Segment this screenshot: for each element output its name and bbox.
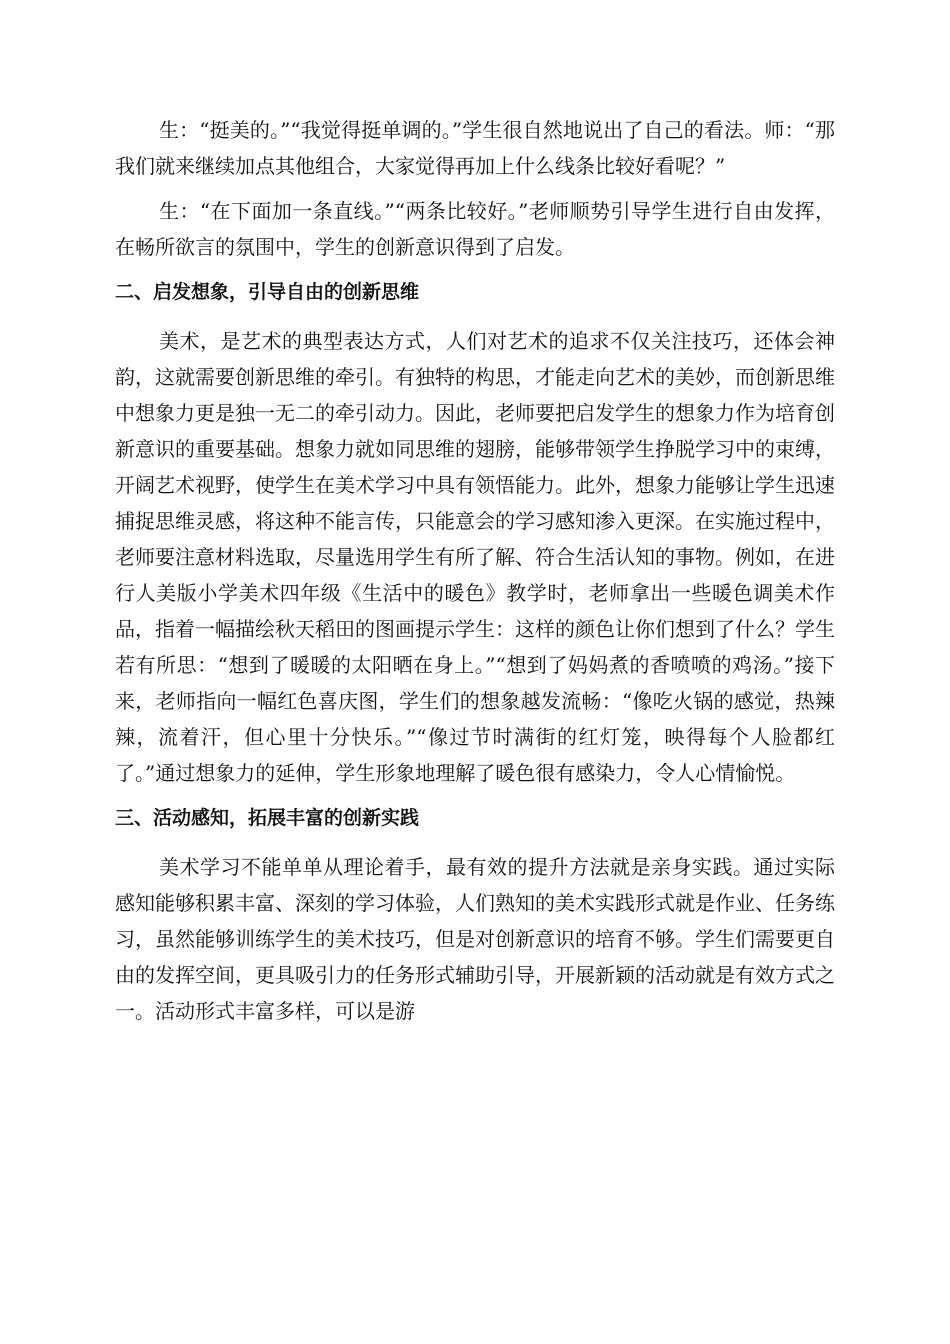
dialogue-paragraph-1: 生：“挺美的。”“我觉得挺单调的。”学生很自然地说出了自己的看法。师：“那我们就来继续加点其他组合，大家觉得再加上什么线条比较好看呢？” bbox=[115, 118, 835, 178]
document-page bbox=[115, 112, 835, 1038]
section-3-paragraph: 美术学习不能单单从理论着手，最有效的提升方法就是亲身实践。通过实际感知能够积累丰富、深刻的学习体验，人们熟知的美术实践形式就是作业、任务练习，虽然能够训练学生的美术技巧，但是对创新意识的培育不够。学生们需要更自由的发挥空间，更具吸引力的任务形式辅助引导，开展新颖的活动就是有效方式之一。活动形式丰富多样，可以是游 bbox=[115, 855, 835, 1023]
section-heading-3: 三、活动感知，拓展丰富的创新实践 bbox=[115, 807, 420, 829]
section-2-paragraph: 美术，是艺术的典型表达方式，人们对艺术的追求不仅关注技巧，还体会神韵，这就需要创新思维的牵引。有独特的构思，才能走向艺术的美妙，而创新思维中想象力更是独一无二的牵引动力。因此，老师要把启发学生的想象力作为培育创新意识的重要基础。想象力就如同思维的翅膀，能够带领学生挣脱学习中的束缚，开阔艺术视野，使学生在美术学习中具有领悟能力。此外，想象力能够让学生迅速捕捉思维灵感，将这种不能言传，只能意会的学习感知渗入更深。在实施过程中，老师要注意材料选取，尽量选用学生有所了解、符合生活认知的事物。例如，在进行人美版小学美术四年级《生活中的暖色》教学时，老师拿出一些暖色调美术作品，指着一幅描绘秋天稻田的图画提示学生：这样的颜色让你们想到了什么？学生若有所思：“想到了暖暖的太阳晒在身上。”“想到了妈妈煮的香喷喷的鸡汤。”接下来，老师指向一幅红色喜庆图，学生们的想象越发流畅：“像吃火锅的感觉，热辣辣，流着汗，但心里十分快乐。”“像过节时满街的红灯笼，映得每个人脸都红了。”通过想象力的延伸，学生形象地理解了暖色很有感染力，令人心情愉悦。 bbox=[115, 329, 835, 785]
dialogue-paragraph-2: 生：“在下面加一条直线。”“两条比较好。”老师顺势引导学生进行自由发挥，在畅所欲言的氛围中，学生的创新意识得到了启发。 bbox=[115, 199, 835, 259]
section-heading-2: 二、启发想象，引导自由的创新思维 bbox=[115, 281, 420, 303]
